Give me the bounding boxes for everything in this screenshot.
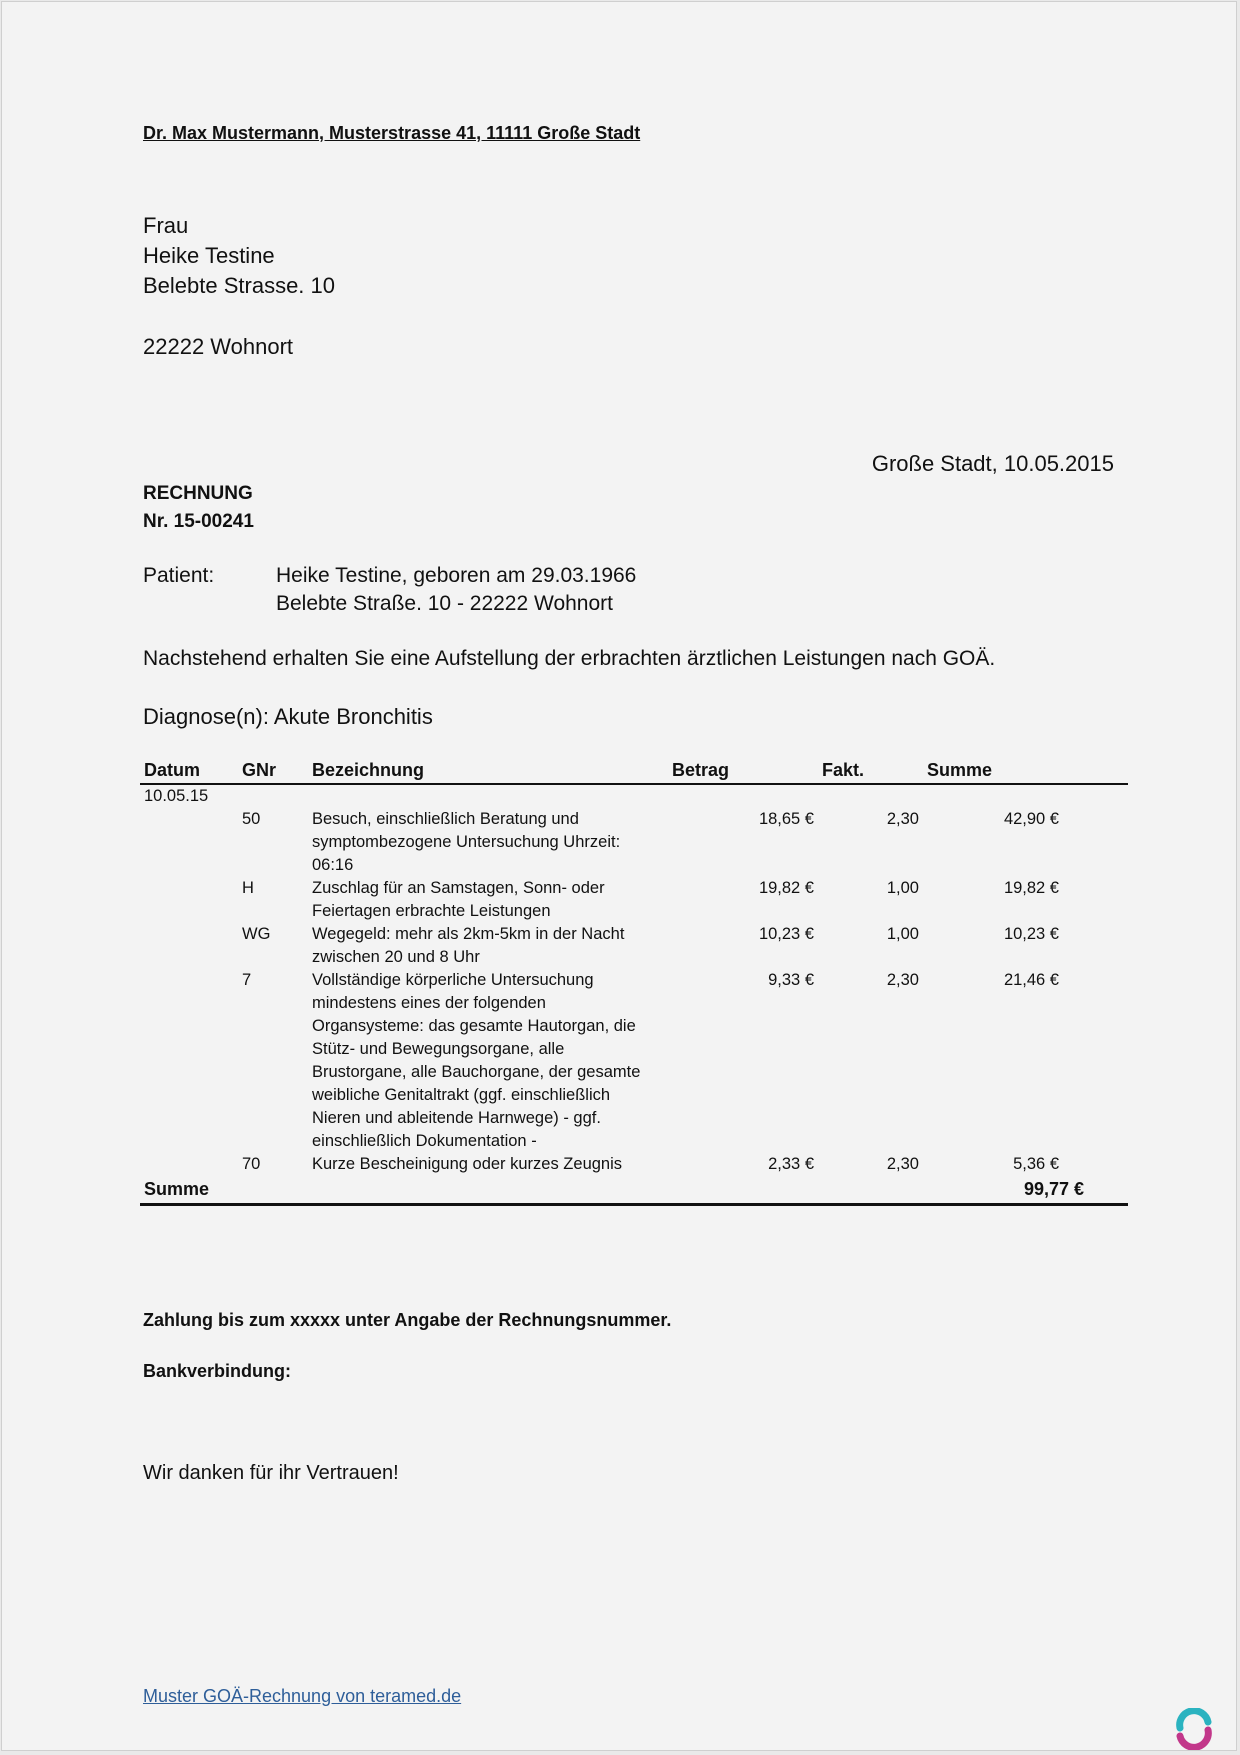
col-spacer <box>1063 758 1128 784</box>
row-betrag: 9,33 € <box>768 971 814 989</box>
recipient-name: Heike Testine <box>143 243 275 268</box>
total-value: 99,77 € <box>923 1176 1128 1205</box>
row-bezeichnung: Kurze Bescheinigung oder kurzes Zeugnis <box>312 1155 623 1173</box>
teramed-logo-icon <box>1172 1708 1216 1750</box>
recipient-city: 22222 Wohnort <box>143 334 294 359</box>
sender-line: Dr. Max Mustermann, Musterstrasse 41, 11111 Große Stadt <box>143 123 641 143</box>
intro-text: Nachstehend erhalten Sie eine Aufstellung der erbrachten ärztlichen Leistungen nach GOÄ. <box>143 647 996 670</box>
total-row <box>140 1176 1128 1205</box>
invoice-number: Nr. 15-00241 <box>143 511 254 532</box>
row-bezeichnung: Vollständige körperliche Untersuchung mindestens eines der folgenden Organsysteme: das gesamte Hautorgan, die Stütz- und Bewegungsorgane, alle Brustorgane, alle Bauchorgane, der gesamte weibliche Genitaltrakt (ggf. einschließlich Nieren und ableitende Harnwege) - ggf. einschließlich Dokumentation - <box>312 971 641 1150</box>
col-summe: Summe <box>923 758 1063 784</box>
row-gnr: H <box>242 879 254 897</box>
total-label: Summe <box>140 1176 238 1205</box>
row-gnr: WG <box>242 925 271 943</box>
row-fakt: 2,30 <box>886 971 919 989</box>
bank-label: Bankverbindung: <box>143 1361 292 1381</box>
patient-line-1: Heike Testine, geboren am 29.03.1966 <box>276 564 637 587</box>
row-gnr: 70 <box>242 1155 261 1173</box>
row-betrag: 19,82 € <box>758 879 814 897</box>
thanks-text: Wir danken für ihr Vertrauen! <box>143 1462 399 1484</box>
payment-note: Zahlung bis zum xxxxx unter Angabe der Rechnungsnummer. <box>143 1310 672 1330</box>
row-summe: 21,46 € <box>1003 971 1059 989</box>
date-row <box>140 784 1128 808</box>
row-fakt: 1,00 <box>886 879 919 897</box>
row-gnr: 50 <box>242 810 261 828</box>
patient-line-2: Belebte Straße. 10 - 22222 Wohnort <box>276 592 613 615</box>
row-bezeichnung: Zuschlag für an Samstagen, Sonn- oder Feiertagen erbrachte Leistungen <box>312 879 605 920</box>
row-bezeichnung: Wegegeld: mehr als 2km-5km in der Nacht zwischen 20 und 8 Uhr <box>312 925 625 966</box>
col-fakt: Fakt. <box>818 758 923 784</box>
recipient-salutation: Frau <box>143 213 189 238</box>
row-betrag: 2,33 € <box>768 1155 814 1173</box>
table-row <box>140 877 1128 923</box>
invoice-title: RECHNUNG <box>143 483 253 504</box>
row-summe: 19,82 € <box>1003 879 1059 897</box>
table-row <box>140 923 1128 969</box>
row-summe: 10,23 € <box>1003 925 1059 943</box>
invoice-page <box>1 1 1237 1751</box>
table-row <box>140 969 1128 1153</box>
row-fakt: 2,30 <box>886 810 919 828</box>
patient-label: Patient: <box>143 564 215 587</box>
col-datum: Datum <box>140 758 238 784</box>
col-betrag: Betrag <box>668 758 818 784</box>
row-fakt: 2,30 <box>886 1155 919 1173</box>
row-date: 10.05.15 <box>144 787 209 805</box>
table-header-row <box>140 758 1128 784</box>
col-gnr: GNr <box>238 758 308 784</box>
row-gnr: 7 <box>242 971 252 989</box>
row-betrag: 18,65 € <box>758 810 814 828</box>
row-summe: 5,36 € <box>1013 1155 1059 1173</box>
row-betrag: 10,23 € <box>758 925 814 943</box>
row-summe: 42,90 € <box>1003 810 1059 828</box>
invoice-heading <box>143 480 254 536</box>
table-row <box>140 1153 1128 1176</box>
row-bezeichnung: Besuch, einschließlich Beratung und symptombezogene Untersuchung Uhrzeit: 06:16 <box>312 810 621 874</box>
recipient-street: Belebte Strasse. 10 <box>143 273 336 298</box>
table-row <box>140 808 1128 877</box>
place-date: Große Stadt, 10.05.2015 <box>871 451 1114 476</box>
col-bezeichnung: Bezeichnung <box>308 758 668 784</box>
services-table <box>140 758 1128 1206</box>
diagnosis: Diagnose(n): Akute Bronchitis <box>143 704 433 729</box>
footer-link[interactable]: Muster GOÄ-Rechnung von teramed.de <box>143 1686 462 1706</box>
row-fakt: 1,00 <box>886 925 919 943</box>
